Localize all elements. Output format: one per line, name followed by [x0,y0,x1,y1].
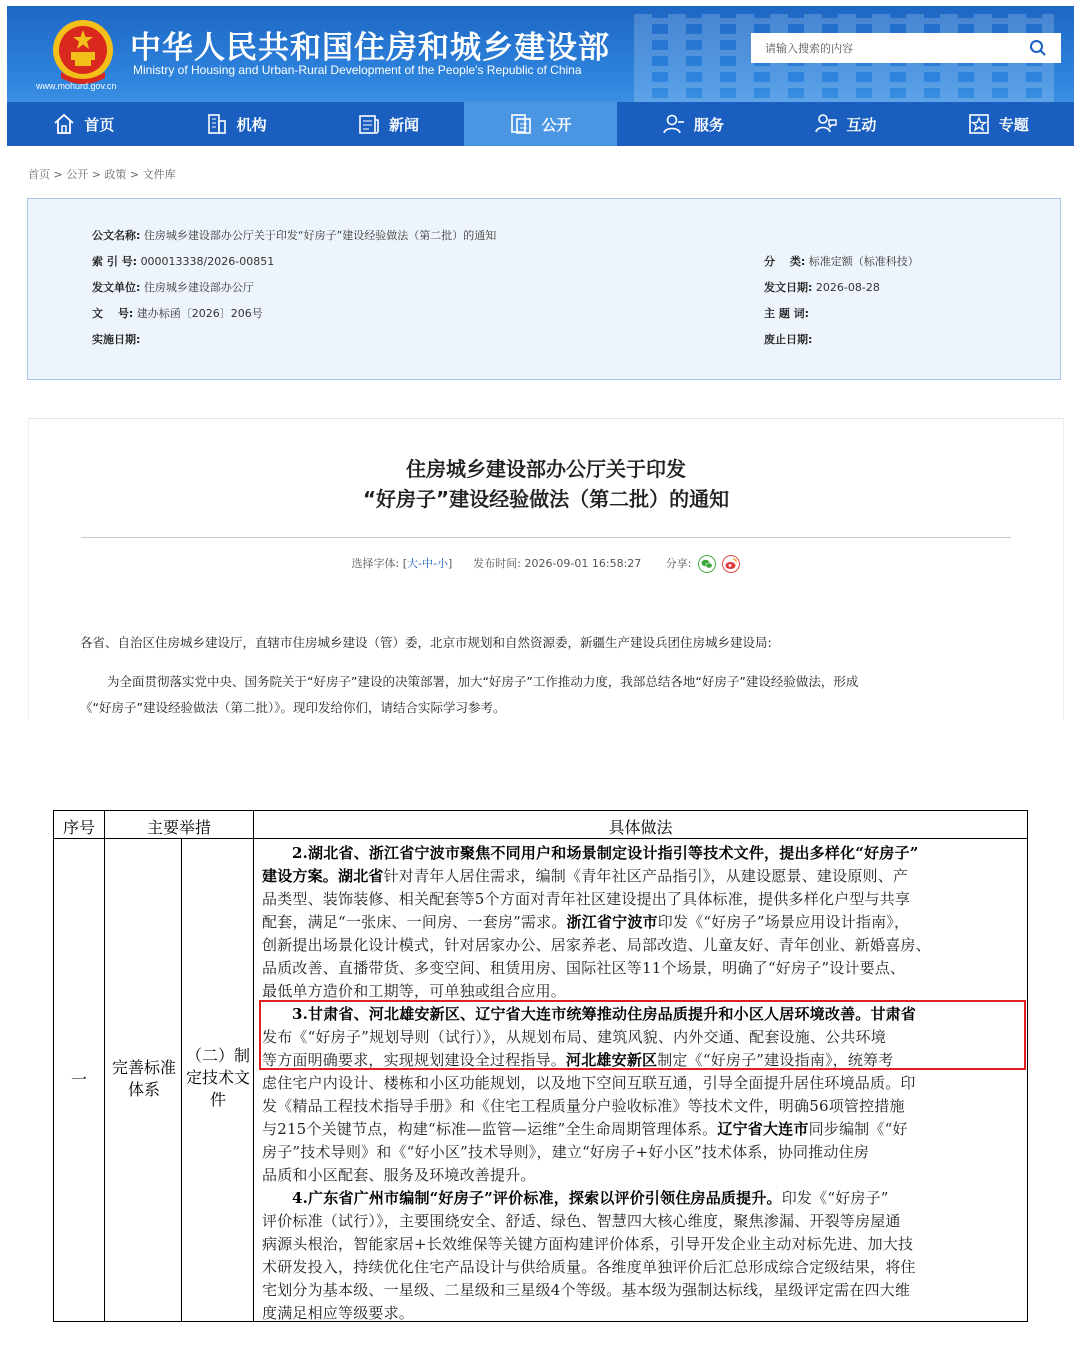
article-meta: 选择字体: [大-中-小] 发布时间: 2026-09-01 16:58:27 分享: [29,555,1063,573]
detail-text: 印发《“好房子”场景应用设计指南》， [657,913,910,931]
table-header-measure: 主要举措 [146,818,211,837]
share-label: 分享: [665,557,692,570]
table-vline [253,811,254,1321]
detail-bold-text: 2.湖北省、浙江省宁波市聚焦不同用户和场景制定设计指引等技术文件，提出多样化“好房子” [292,844,919,862]
detail-text: 针对青年人居住需求，编制《青年社区产品指引》，从建设愿景、建设原则、产 [383,867,909,885]
info-row-subject [764,305,809,321]
detail-line [262,1233,1022,1256]
title-divider [81,537,1011,538]
info-label: 文 号: [92,307,134,320]
detail-text: 制定《“好房子”建设指南》，统筹考 [657,1051,894,1069]
info-value: 建办标函〔2026〕206号 [136,307,263,320]
detail-text: 品类型、装饰装修、相关配套等5个方面对青年社区建设提出了具体标准，提供多样化户型与共享 [262,890,911,908]
detail-line [262,1164,1022,1187]
detail-line [262,911,1022,934]
info-label: 分 类: [764,255,806,268]
table-vline [181,838,182,1321]
table-header-no: 序号 [62,818,95,837]
info-row-name [92,227,496,243]
info-label: 公文名称: [92,229,141,242]
nav-label: 新闻 [389,115,420,134]
document-icon [509,112,533,136]
detail-line [292,842,1052,865]
info-row-docno [92,305,263,321]
table-measure-sub: （二）制定技术文件 [186,1046,251,1109]
detail-text: 同步编制《“好 [808,1120,908,1138]
detail-text: 配套，满足“一张床、一间房、一套房”需求。 [262,913,567,931]
document-info-panel [27,198,1061,380]
info-label: 发文单位: [92,281,141,294]
nav-item-home[interactable] [7,102,159,146]
detail-bold-text: 4.广东省广州市编制“好房子”评价标准，探索以评价引领住房品质提升。 [292,1189,782,1207]
search-input[interactable] [763,33,1017,63]
site-title: 中华人民共和国住房和城乡建设部 [130,30,610,66]
publish-label: 发布时间: [473,557,525,570]
body-paragraph-1: 为全面贯彻落实党中央、国务院关于“好房子”建设的决策部署，加大“好房子”工作推动力度，我部总结各地“好房子”建设经验做法，形成 [107,674,859,689]
building-icon [205,112,229,136]
breadcrumb[interactable]: 首页 > 公开 > 政策 > 文件库 [28,168,176,181]
detail-text: 术研发投入，持续优化住宅产品设计与供给质量。各维度单独评价后汇总形成综合定级结果，将住 [262,1258,916,1276]
detail-text: 等方面明确要求，实现规划建设全过程指导。 [262,1051,567,1069]
nav-item-public[interactable] [464,102,616,146]
news-icon [357,112,381,136]
info-value: 住房城乡建设部办公厅 [143,281,254,294]
font-small-link[interactable]: 小 [436,557,448,570]
wechat-share-icon[interactable] [698,555,716,573]
info-row-index [92,253,274,269]
detail-line [262,1095,1022,1118]
info-label: 索 引 号: [92,255,138,268]
detail-text: 最低单方造价和工期等，可单独或组合应用。 [262,982,567,1000]
detail-bold-text: 辽宁省大连市 [717,1120,809,1138]
info-row-category [764,253,919,269]
nav-item-service[interactable] [617,102,769,146]
detail-text: 创新提出场景化设计模式，针对居家办公、居家养老、局部改造、儿童友好、青年创业、新婚喜房、 [262,936,931,954]
detail-line [262,1256,1022,1279]
font-medium-link[interactable]: 中 [421,557,433,570]
body-paragraph-2: 《“好房子”建设经验做法（第二批）》。现印发给你们，请结合实际学习参考。 [80,700,506,715]
font-size-bracket: ] [447,557,453,570]
nav-label: 首页 [84,115,115,134]
detail-line [262,1072,1022,1095]
nav-label: 机构 [236,115,267,134]
nav-item-organization[interactable] [159,102,311,146]
info-value: 住房城乡建设部办公厅关于印发“好房子”建设经验做法（第二批）的通知 [143,229,497,242]
interaction-icon [814,112,838,136]
detail-line [262,1302,1022,1325]
table-measure-main: 完善标准体系 [112,1058,177,1099]
detail-text: 病源头根治，智能家居+长效维保等关键方面构建评价体系，引导开发企业主动对标先进、加大技 [262,1235,914,1253]
detail-bold-text: 浙江省宁波市 [566,913,658,931]
detail-text: 印发《“好房子” [781,1189,889,1207]
measures-table [53,810,1028,1322]
nav-label: 公开 [541,115,572,134]
table-row-number: 一 [70,1070,87,1089]
detail-text: 发《精品工程技术指导手册》和《住宅工程质量分户验收标准》等技术文件，明确56项管控措施 [262,1097,905,1115]
article-title-line2: “好房子”建设经验做法（第二批）的通知 [362,487,730,511]
detail-text: 发布《“好房子”规划导则（试行）》，从规划布局、建筑风貌、内外交通、配套设施、公共环境 [262,1028,886,1046]
detail-line [262,1141,1022,1164]
info-row-impl-date [92,331,140,347]
table-hline [54,838,1027,839]
info-row-abolish-date [764,331,812,347]
font-large-link[interactable]: 大 [407,557,418,570]
site-subtitle: Ministry of Housing and Urban-Rural Development of the People's Republic of China [133,63,582,77]
info-value: 2026-08-28 [815,281,880,294]
star-icon [967,112,991,136]
detail-text: 品质改善、直播带货、多变空间、租赁用房、国际社区等11个场景，明确了“好房子”设计要点、 [262,959,906,977]
detail-bold-text: 建设方案。湖北省 [262,867,384,885]
info-value: 000013338/2026-00851 [140,255,275,268]
nav-item-news[interactable] [312,102,464,146]
info-label: 废止日期: [764,333,813,346]
detail-text: 与215个关键节点，构建“标准—监管—运维”全生命周期管理体系。 [262,1120,718,1138]
detail-text: 宅划分为基本级、一星级、二星级和三星级4个等级。基本级为强制达标线，星级评定需在四大维 [262,1281,911,1299]
detail-line [262,957,1022,980]
highlight-box [259,1000,1026,1070]
recipients-text: 各省、自治区住房城乡建设厅，直辖市住房城乡建设（管）委，北京市规划和自然资源委，新疆生产建设兵团住房城乡建设局: [80,635,772,650]
nav-label: 服务 [693,115,724,134]
info-row-issuer [92,279,254,295]
info-label: 实施日期: [92,333,141,346]
home-icon [52,112,76,136]
nav-item-topics[interactable] [922,102,1074,146]
article-title-line1: 住房城乡建设部办公厅关于印发 [406,457,686,481]
site-url: www.mohurd.gov.cn [36,81,117,91]
table-vline [104,811,105,1321]
info-value: 标准定额（标准科技） [808,255,919,268]
national-emblem-icon [47,16,119,88]
search-icon[interactable] [1029,39,1047,57]
detail-bold-text: 河北雄安新区 [566,1051,658,1069]
info-label: 发文日期: [764,281,813,294]
nav-label: 互动 [846,115,877,134]
nav-item-interaction[interactable] [769,102,921,146]
font-size-label: 选择字体: [ [351,557,407,570]
detail-bold-text: 3.甘肃省、河北雄安新区、辽宁省大连市统筹推动住房品质提升和小区人居环境改善。甘肃省 [292,1005,917,1023]
detail-text: 评价标准（试行）》，主要围绕安全、舒适、绿色、智慧四大核心维度，聚焦渗漏、开裂等房屋通 [262,1212,901,1230]
detail-line [262,934,1022,957]
main-nav [7,102,1074,146]
detail-text: 房子”技术导则》和《“好小区”技术导则》，建立“好房子+好小区”技术体系，协同推动住房 [262,1143,870,1161]
info-row-date [764,279,880,295]
nav-label: 专题 [998,115,1029,134]
detail-line [262,888,1022,911]
detail-line [262,865,1022,888]
detail-text: 度满足相应等级要求。 [262,1304,415,1322]
detail-line [262,1279,1022,1302]
detail-line [292,1187,1052,1210]
detail-line [262,1210,1022,1233]
info-label: 主 题 词: [764,307,810,320]
publish-time: 2026-09-01 16:58:27 [524,557,642,570]
table-header-detail: 具体做法 [608,818,673,837]
site-header [7,6,1074,146]
user-service-icon [662,112,686,136]
search-box [751,33,1061,63]
weibo-share-icon[interactable] [722,555,740,573]
detail-text: 虑住宅户内设计、楼栋和小区功能规划，以及地下空间互联互通，引导全面提升居住环境品质。印 [262,1074,916,1092]
detail-line [262,1118,1022,1141]
detail-text: 品质和小区配套、服务及环境改善提升。 [262,1166,536,1184]
